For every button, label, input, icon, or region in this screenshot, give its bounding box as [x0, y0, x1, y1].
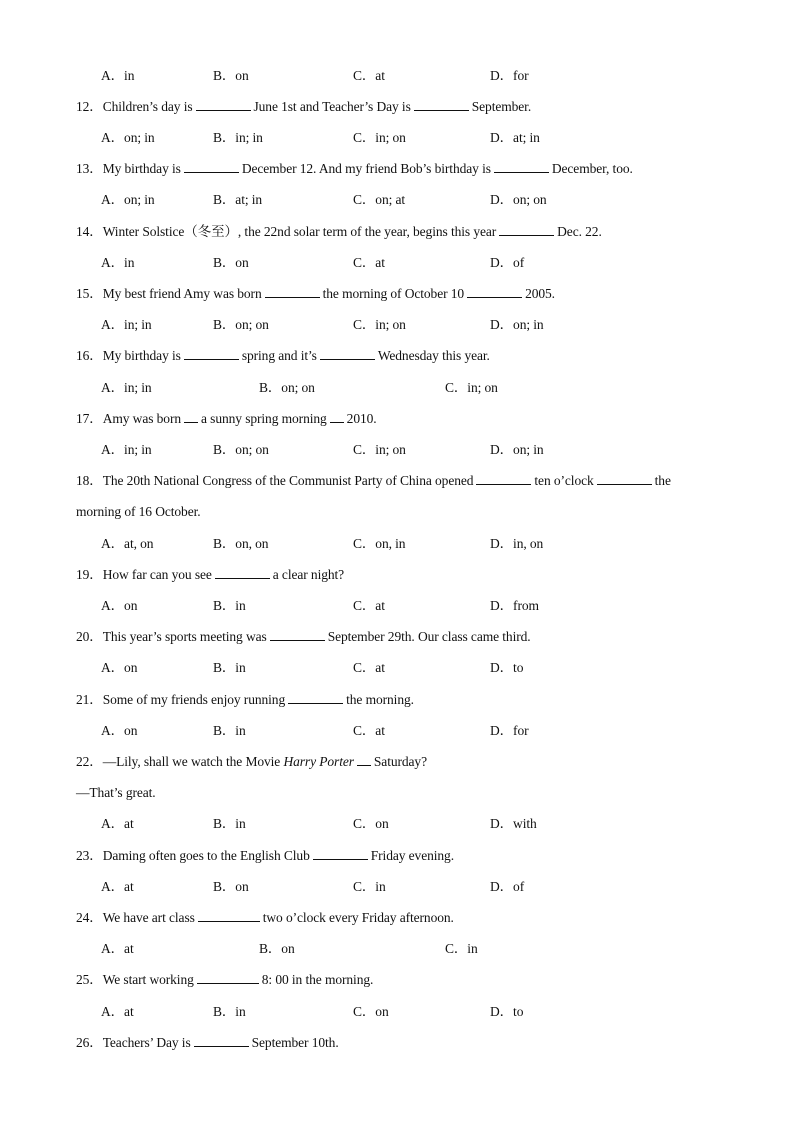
option-a[interactable]: A．in; in — [101, 442, 152, 457]
answer-blank — [196, 98, 251, 111]
answer-blank — [467, 285, 522, 298]
question-number: 17． — [76, 411, 103, 426]
option-d[interactable]: D．for — [490, 723, 529, 738]
option-c[interactable]: C．in; on — [353, 130, 406, 145]
option-a[interactable]: A．on; in — [101, 130, 155, 145]
question-number: 25． — [76, 972, 103, 987]
option-a[interactable]: A．on — [101, 660, 138, 675]
question-number: 23． — [76, 848, 103, 863]
option-d[interactable]: D．of — [490, 879, 525, 894]
option-c[interactable]: C．in; on — [445, 380, 498, 395]
answer-blank — [265, 285, 320, 298]
option-c[interactable]: C．on; at — [353, 192, 406, 207]
option-d[interactable]: D．to — [490, 1004, 524, 1019]
question-19-stem: 19．How far can you see a clear night? — [76, 567, 345, 582]
option-d[interactable]: D．with — [490, 816, 537, 831]
answer-blank — [330, 410, 344, 423]
option-b[interactable]: B．in — [213, 723, 246, 738]
question-18-stem: 18．The 20th National Congress of the Communist Party of China opened ten o’clock the — [76, 473, 671, 488]
option-d[interactable]: D．from — [490, 598, 539, 613]
option-a[interactable]: A．at — [101, 816, 134, 831]
answer-blank — [198, 909, 260, 922]
option-c[interactable]: C．in — [445, 941, 478, 956]
option-d[interactable]: D．on; in — [490, 442, 544, 457]
option-d[interactable]: D．in, on — [490, 536, 544, 551]
option-a[interactable]: A．at, on — [101, 536, 154, 551]
answer-blank — [215, 566, 270, 579]
question-25-stem: 25．We start working 8: 00 in the morning. — [76, 972, 374, 987]
question-number: 21． — [76, 692, 103, 707]
question-24-stem: 24．We have art class two o’clock every Friday afternoon. — [76, 910, 454, 925]
option-c[interactable]: C．at — [353, 255, 385, 270]
option-b[interactable]: B．on — [213, 255, 249, 270]
option-d[interactable]: D．at; in — [490, 130, 540, 145]
question-22-stem: 22．—Lily, shall we watch the Movie Harry Porter Saturday? — [76, 754, 427, 769]
question-13-stem: 13．My birthday is December 12. And my friend Bob’s birthday is December, too. — [76, 161, 633, 176]
question-number: 26． — [76, 1035, 103, 1050]
question-14-stem: 14．Winter Solstice（冬至）, the 22nd solar term of the year, begins this year Dec. 22. — [76, 224, 602, 239]
option-a[interactable]: A．at — [101, 879, 134, 894]
option-a[interactable]: A．at — [101, 941, 134, 956]
question-number: 14． — [76, 224, 103, 239]
answer-blank — [184, 410, 198, 423]
option-d[interactable]: D．of — [490, 255, 525, 270]
question-number: 24． — [76, 910, 103, 925]
movie-title: Harry Porter — [283, 754, 354, 769]
question-21-stem: 21．Some of my friends enjoy running the morning. — [76, 692, 414, 707]
question-number: 16． — [76, 348, 103, 363]
question-23-stem: 23．Daming often goes to the English Club Friday evening. — [76, 848, 454, 863]
answer-blank — [494, 160, 549, 173]
question-26-stem: 26．Teachers’ Day is September 10th. — [76, 1035, 339, 1050]
option-b[interactable]: B．in — [213, 598, 246, 613]
answer-blank — [288, 691, 343, 704]
question-number: 19． — [76, 567, 103, 582]
question-number: 20． — [76, 629, 103, 644]
option-b[interactable]: B．on; on — [259, 380, 315, 395]
answer-blank — [270, 628, 325, 641]
option-b[interactable]: B．on, on — [213, 536, 269, 551]
option-d[interactable]: D．for — [490, 68, 529, 83]
answer-blank — [313, 847, 368, 860]
option-a[interactable]: A．at — [101, 1004, 134, 1019]
answer-blank — [414, 98, 469, 111]
option-b[interactable]: B．on — [259, 941, 295, 956]
answer-blank — [184, 347, 239, 360]
answer-blank — [194, 1034, 249, 1047]
option-a[interactable]: A．in — [101, 255, 135, 270]
option-c[interactable]: C．on, in — [353, 536, 406, 551]
option-c[interactable]: C．in — [353, 879, 386, 894]
question-number: 18． — [76, 473, 103, 488]
option-c[interactable]: C．at — [353, 598, 385, 613]
question-15-stem: 15．My best friend Amy was born the morning of October 10 2005. — [76, 286, 555, 301]
option-a[interactable]: A．on — [101, 598, 138, 613]
option-b[interactable]: B．on — [213, 68, 249, 83]
answer-blank — [499, 223, 554, 236]
option-a[interactable]: A．in; in — [101, 380, 152, 395]
question-22-reply: —That’s great. — [76, 785, 156, 800]
option-a[interactable]: A．in; in — [101, 317, 152, 332]
option-d[interactable]: D．to — [490, 660, 524, 675]
option-b[interactable]: B．in — [213, 660, 246, 675]
option-c[interactable]: C．in; on — [353, 442, 406, 457]
option-c[interactable]: C．at — [353, 660, 385, 675]
option-b[interactable]: B．at; in — [213, 192, 263, 207]
question-number: 13． — [76, 161, 103, 176]
option-b[interactable]: B．in — [213, 1004, 246, 1019]
question-number: 12． — [76, 99, 103, 114]
answer-blank — [357, 753, 371, 766]
answer-blank — [476, 472, 531, 485]
option-a[interactable]: A．on — [101, 723, 138, 738]
question-number: 15． — [76, 286, 103, 301]
option-b[interactable]: B．on; on — [213, 317, 269, 332]
option-d[interactable]: D．on; on — [490, 192, 547, 207]
question-16-stem: 16．My birthday is spring and it’s Wednesday this year. — [76, 348, 490, 363]
option-c[interactable]: C．on — [353, 1004, 389, 1019]
question-number: 22． — [76, 754, 103, 769]
option-c[interactable]: C．in; on — [353, 317, 406, 332]
option-a[interactable]: A．in — [101, 68, 135, 83]
option-a[interactable]: A．on; in — [101, 192, 155, 207]
option-c[interactable]: C．at — [353, 723, 385, 738]
option-b[interactable]: B．on; on — [213, 442, 269, 457]
answer-blank — [320, 347, 375, 360]
option-d[interactable]: D．on; in — [490, 317, 544, 332]
question-18-stem-continued: morning of 16 October. — [76, 504, 201, 519]
answer-blank — [197, 971, 259, 984]
option-c[interactable]: C．at — [353, 68, 385, 83]
option-b[interactable]: B．in; in — [213, 130, 263, 145]
question-20-stem: 20．This year’s sports meeting was September 29th. Our class came third. — [76, 629, 531, 644]
option-c[interactable]: C．on — [353, 816, 389, 831]
answer-blank — [597, 472, 652, 485]
question-12-stem: 12．Children’s day is June 1st and Teacher’s Day is September. — [76, 99, 532, 114]
answer-blank — [184, 160, 239, 173]
option-b[interactable]: B．on — [213, 879, 249, 894]
question-17-stem: 17．Amy was born a sunny spring morning 2010. — [76, 411, 377, 426]
option-b[interactable]: B．in — [213, 816, 246, 831]
